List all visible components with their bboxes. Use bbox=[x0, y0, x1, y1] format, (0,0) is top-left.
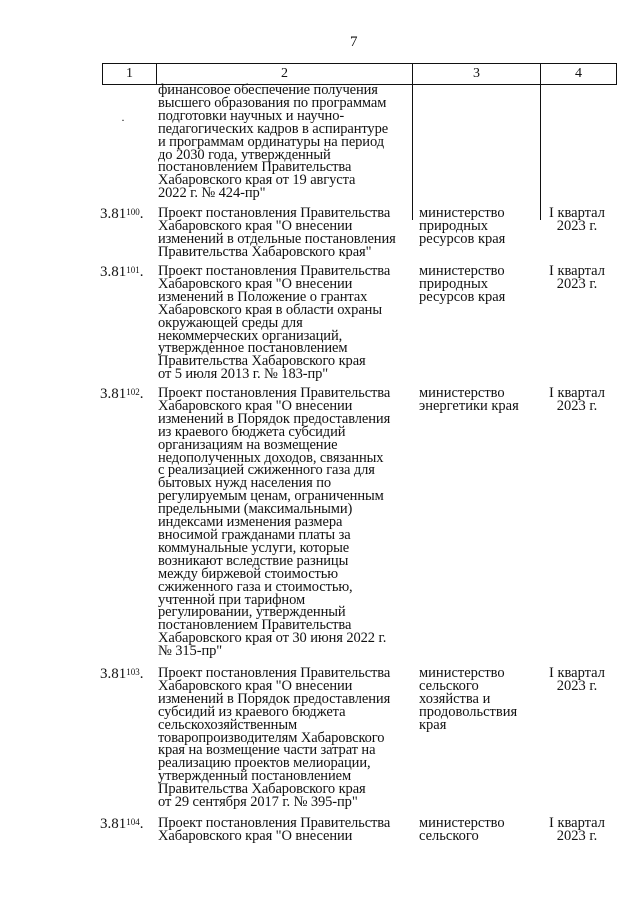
text-line: бытовых нужд населения по bbox=[158, 475, 332, 492]
text-line: подготовки научных и научно- bbox=[158, 107, 345, 124]
text-line: коммунальные услуги, которые bbox=[158, 539, 350, 556]
text-line: и программам ординатуры на период bbox=[158, 133, 384, 150]
text-line: Проект постановления Правительства bbox=[158, 385, 391, 401]
text-line: утвержденное постановлением bbox=[158, 340, 348, 357]
text-line: изменений в Порядок предоставления bbox=[158, 690, 391, 707]
header-col-3: 3 bbox=[412, 63, 541, 85]
text-line: педагогических кадров в аспирантуре bbox=[158, 120, 389, 137]
item-executor bbox=[419, 207, 537, 246]
text-line: продовольствия bbox=[419, 703, 518, 720]
text-line: I квартал bbox=[549, 385, 605, 401]
text-line: с реализацией сжиженного газа для bbox=[158, 462, 375, 479]
item-executor bbox=[419, 817, 537, 843]
text-line: реализацию проектов мелиорации, bbox=[158, 755, 371, 772]
text-line: Хабаровского края "О внесении bbox=[158, 217, 353, 234]
text-line: Хабаровского края от 19 августа bbox=[158, 172, 356, 189]
text-line: I квартал bbox=[549, 665, 605, 681]
text-line: министерство bbox=[419, 263, 505, 279]
item-deadline bbox=[540, 265, 614, 291]
item-deadline bbox=[540, 817, 614, 843]
text-line: 2023 г. bbox=[556, 677, 598, 694]
text-line: ресурсов края bbox=[419, 288, 506, 305]
item-executor bbox=[419, 265, 537, 304]
continuation-text bbox=[158, 84, 410, 200]
item-deadline bbox=[540, 387, 614, 413]
text-line: возникают вследствие разницы bbox=[158, 552, 349, 569]
text-line: из краевого бюджета субсидий bbox=[158, 423, 346, 440]
text-line: I квартал bbox=[549, 815, 605, 831]
text-line: сельского bbox=[419, 677, 479, 694]
text-line: вносимой гражданами платы за bbox=[158, 526, 351, 543]
item-deadline bbox=[540, 667, 614, 693]
text-line: изменений в отдельные постановления bbox=[158, 230, 396, 247]
text-line: Проект постановления Правительства bbox=[158, 815, 391, 831]
text-line: высшего образования по программам bbox=[158, 94, 387, 111]
text-line: утвержденный постановлением bbox=[158, 768, 352, 785]
text-line: Хабаровского края "О внесении bbox=[158, 827, 353, 844]
text-line: министерство bbox=[419, 665, 505, 681]
text-line: некоммерческих организаций, bbox=[158, 327, 343, 344]
text-line: Проект постановления Правительства bbox=[158, 263, 391, 279]
text-line: финансовое обеспечение получения bbox=[158, 82, 378, 98]
text-line: организациям на возмещение bbox=[158, 436, 338, 453]
text-line: I квартал bbox=[549, 263, 605, 279]
text-line: сжиженного газа и стоимостью, bbox=[158, 578, 353, 595]
text-line: окружающей среды для bbox=[158, 314, 303, 331]
text-line: края bbox=[419, 716, 447, 733]
item-number: 3.81$^{100}$. bbox=[100, 206, 144, 222]
item-description bbox=[158, 207, 410, 259]
text-line: 2023 г. bbox=[556, 827, 598, 844]
text-line: сельского bbox=[419, 827, 479, 844]
text-line: 2022 г. № 424-пр" bbox=[158, 185, 266, 202]
header-col-1: 1 bbox=[102, 63, 157, 85]
header-col-2: 2 bbox=[156, 63, 413, 85]
text-line: министерство bbox=[419, 815, 505, 831]
text-line: товаропроизводителям Хабаровского bbox=[158, 729, 385, 746]
text-line: энергетики края bbox=[419, 397, 519, 414]
text-line: Хабаровского края в области охраны bbox=[158, 301, 382, 318]
item-number: 3.81$^{104}$. bbox=[100, 816, 144, 832]
item-executor bbox=[419, 387, 537, 413]
item-deadline bbox=[540, 207, 614, 233]
stray-mark: · bbox=[121, 113, 125, 127]
item-description bbox=[158, 817, 410, 843]
text-line: Проект постановления Правительства bbox=[158, 665, 391, 681]
column-divider bbox=[540, 84, 541, 220]
text-line: Хабаровского края "О внесении bbox=[158, 275, 353, 292]
text-line: регулируемым ценам, ограниченным bbox=[158, 488, 384, 505]
text-line: края на возмещение части затрат на bbox=[158, 742, 376, 759]
text-line: между биржевой стоимостью bbox=[158, 565, 339, 582]
text-line: Правительства Хабаровского края bbox=[158, 781, 366, 798]
text-line: Правительства Хабаровского края bbox=[158, 353, 366, 370]
text-line: Хабаровского края "О внесении bbox=[158, 677, 353, 694]
text-line: Проект постановления Правительства bbox=[158, 205, 391, 221]
text-line: природных bbox=[419, 217, 488, 234]
text-line: постановлением Правительства bbox=[158, 617, 352, 634]
item-number: 3.81$^{102}$. bbox=[100, 386, 144, 402]
text-line: хозяйства и bbox=[419, 690, 491, 707]
page-number: 7 bbox=[350, 34, 358, 50]
text-line: субсидий из краевого бюджета bbox=[158, 703, 346, 720]
text-line: учтенной при тарифном bbox=[158, 591, 306, 608]
text-line: постановлением Правительства bbox=[158, 159, 352, 176]
text-line: сельскохозяйственным bbox=[158, 716, 298, 733]
text-line: I квартал bbox=[549, 205, 605, 221]
item-number: 3.81$^{103}$. bbox=[100, 666, 144, 682]
text-line: регулировании, утвержденный bbox=[158, 604, 346, 621]
text-line: 2023 г. bbox=[556, 275, 598, 292]
text-line: недополученных доходов, связанных bbox=[158, 449, 384, 466]
text-line: министерство bbox=[419, 385, 505, 401]
text-line: предельными (максимальными) bbox=[158, 501, 353, 518]
text-line: министерство bbox=[419, 205, 505, 221]
item-description bbox=[158, 265, 410, 381]
column-divider bbox=[412, 84, 413, 220]
text-line: от 5 июля 2013 г. № 183-пр" bbox=[158, 366, 329, 383]
text-line: Хабаровского края "О внесении bbox=[158, 397, 353, 414]
text-line: изменений в Положение о грантах bbox=[158, 288, 368, 305]
header-col-4: 4 bbox=[540, 63, 617, 85]
item-description bbox=[158, 667, 410, 809]
text-line: природных bbox=[419, 275, 488, 292]
item-number: 3.81$^{101}$. bbox=[100, 264, 144, 280]
text-line: Хабаровского края от 30 июня 2022 г. bbox=[158, 630, 387, 647]
text-line: ресурсов края bbox=[419, 230, 506, 247]
text-line: 2023 г. bbox=[556, 397, 598, 414]
text-line: индексами изменения размера bbox=[158, 514, 343, 531]
item-executor bbox=[419, 667, 537, 732]
text-line: от 29 сентября 2017 г. № 395-пр" bbox=[158, 794, 358, 811]
item-description bbox=[158, 387, 410, 658]
text-line: № 315-пр" bbox=[158, 643, 223, 660]
text-line: 2023 г. bbox=[556, 217, 598, 234]
text-line: Правительства Хабаровского края" bbox=[158, 243, 372, 260]
text-line: до 2030 года, утвержденный bbox=[158, 146, 331, 163]
text-line: изменений в Порядок предоставления bbox=[158, 410, 391, 427]
